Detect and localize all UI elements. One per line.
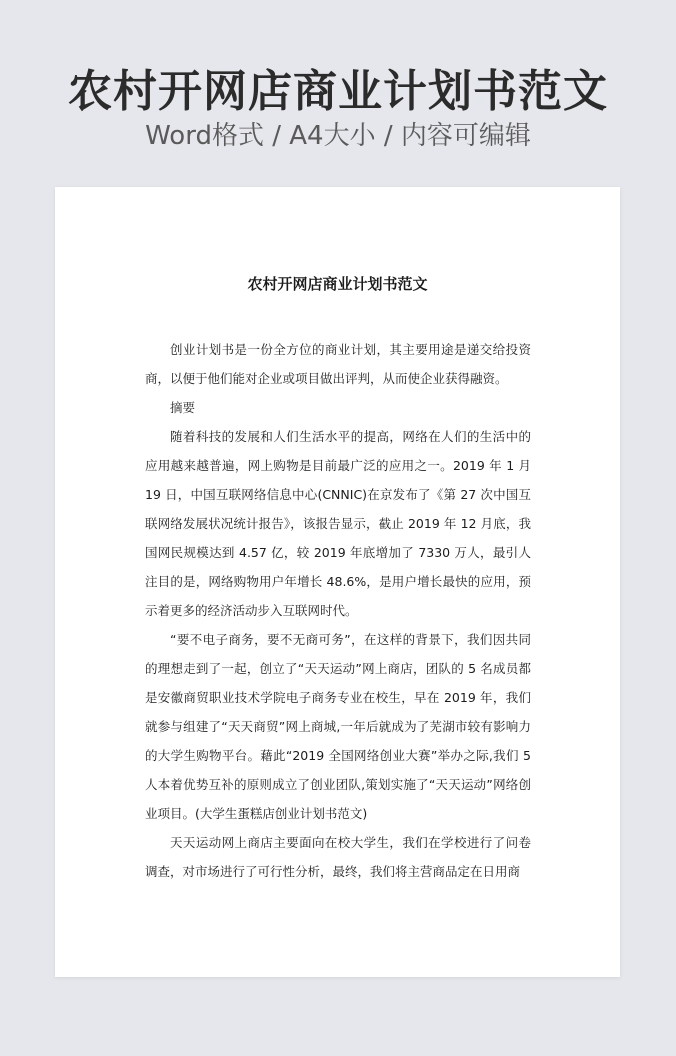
- document-title: 农村开网店商业计划书范文: [247, 275, 428, 293]
- document-body: [145, 335, 531, 886]
- paragraph-background: 随着科技的发展和人们生活水平的提高，网络在人们的生活中的应用越来越普遍，网上购物是目前最广泛的应用之一。2019 年 1 月 19 日，中国互联网络信息中心(CNNIC)在京发布了《第 27 次中国互联网络发展状况统计报告》，该报告显示，截止 2019 年 12 月底，我国网民规模达到 4.57 亿，较 2019 年底增加了 7330 万人，最引人注目的是，网络购物用户年增长 48.6%，是用户增长最快的应用，预示着更多的经济活动步入互联网时代。: [145, 429, 531, 618]
- paragraph-market: 天天运动网上商店主要面向在校大学生，我们在学校进行了问卷调查，对市场进行了可行性分析，最终，我们将主营商品定在日用商: [145, 835, 531, 879]
- paragraph-team: “要不电子商务，要不无商可务”，在这样的背景下，我们因共同的理想走到了一起，创立了“天天运动”网上商店，团队的 5 名成员都是安徽商贸职业技术学院电子商务专业在校生，早在 2019 年，我们就参与组建了“天天商贸”网上商城,一年后就成为了芜湖市较有影响力的大学生购物平台。藉此“2019 全国网络创业大赛”举办之际,我们 5 人本着优势互补的原则成立了创业团队,策划实施了“天天运动”网络创业项目。(大学生蛋糕店创业计划书范文): [145, 632, 531, 821]
- paragraph-abstract-heading: 摘要: [170, 400, 196, 415]
- banner-subtitle: Word格式 / A4大小 / 内容可编辑: [145, 121, 531, 151]
- document-page: [55, 187, 620, 977]
- banner-title: 农村开网店商业计划书范文: [68, 66, 608, 117]
- paragraph-intro: 创业计划书是一份全方位的商业计划，其主要用途是递交给投资商，以便于他们能对企业或项目做出评判，从而使企业获得融资。: [145, 342, 531, 386]
